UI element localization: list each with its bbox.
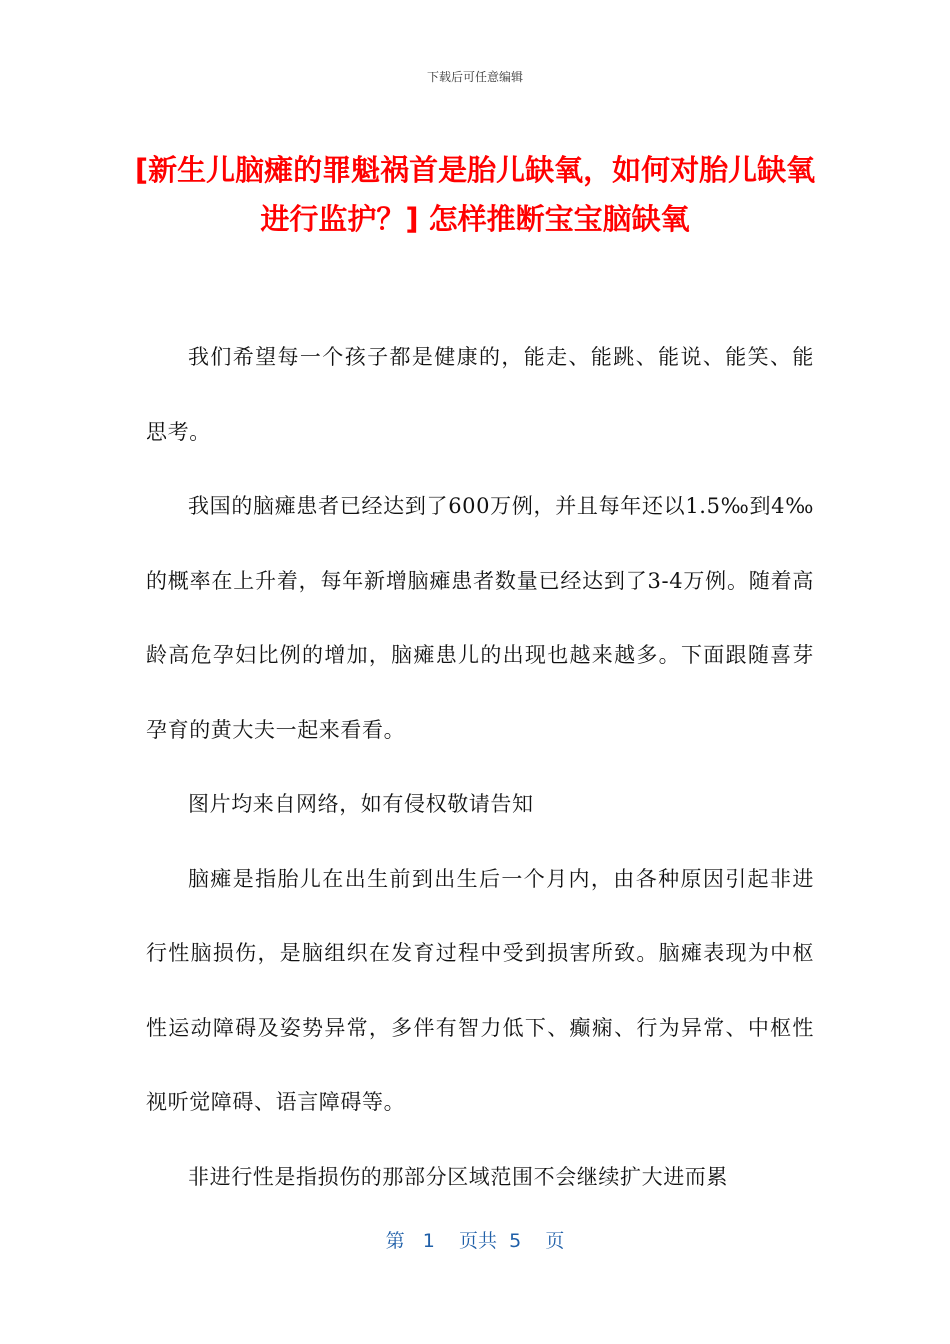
total-label: 页共 [459, 1230, 498, 1252]
page-footer [0, 1226, 950, 1253]
paragraph: 图片均来自网络，如有侵权敬请告知 [188, 792, 534, 816]
paragraph: 非进行性是指损伤的那部分区域范围不会继续扩大进而累 [188, 1164, 728, 1189]
document-body [146, 320, 814, 1214]
document-title: [新生儿脑瘫的罪魁祸首是胎儿缺氧，如何对胎儿缺氧进行监护？] 怎样推断宝宝脑缺氧 [134, 153, 816, 236]
page-label: 第 [385, 1230, 405, 1252]
current-page-number: 1 [422, 1230, 435, 1252]
paragraph: 我国的脑瘫患者已经达到了600万例，并且每年还以1.5‰到4‰的概率在上升着，每年新增脑瘫患者数量已经达到了3-4万例。随着高龄高危孕妇比例的增加，脑瘫患儿的出现也越来越多。下面跟随喜芽孕育的黄大夫一起来看看。 [146, 494, 814, 742]
total-pages-number: 5 [509, 1230, 522, 1252]
paragraph: 我们希望每一个孩子都是健康的，能走、能跳、能说、能笑、能思考。 [146, 345, 814, 444]
page-suffix: 页 [545, 1230, 565, 1252]
header-note: 下载后可任意编辑 [426, 70, 523, 84]
paragraph: 脑瘫是指胎儿在出生前到出生后一个月内，由各种原因引起非进行性脑损伤，是脑组织在发育过程中受到损害所致。脑瘫表现为中枢性运动障碍及姿势异常，多伴有智力低下、癫痫、行为异常、中枢性视听觉障碍、语言障碍等。 [146, 866, 814, 1114]
